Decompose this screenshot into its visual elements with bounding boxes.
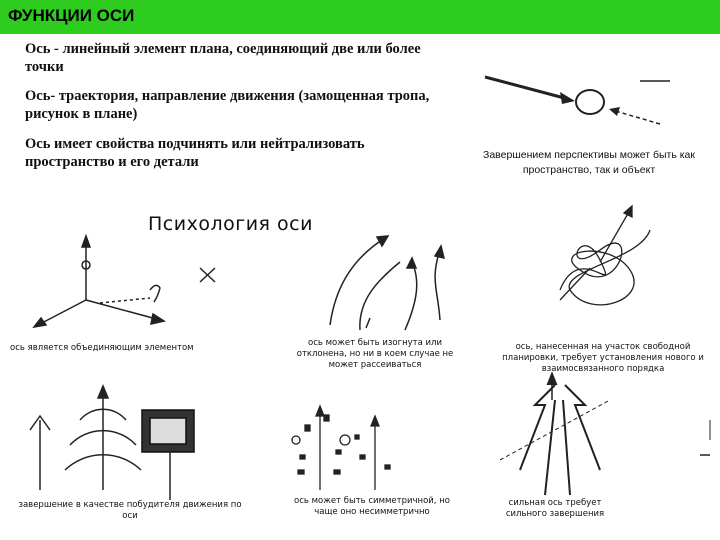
caption-free-plot: ось, нанесенная на участок свободной планировки, требует установления нового и взаимосвязанного порядка: [502, 342, 704, 374]
paragraph-trajectory: Ось- траектория, направление движения (замощенная тропа, рисунок в плане): [25, 88, 430, 122]
free-plot-sketch: [560, 206, 650, 305]
unifying-sketch: [34, 236, 215, 327]
symmetric-sketch: [292, 406, 390, 490]
caption-motivator: завершение в качестве побудителя движения по оси: [18, 500, 242, 521]
psychology-title: Психология оси: [148, 213, 313, 235]
motivator-sketch: [30, 386, 194, 500]
header-bar: [0, 0, 720, 34]
caption-bent: ось может быть изогнута или отклонена, но ни в коем случае не может рассеиваться: [296, 338, 454, 370]
caption-symmetric: ось может быть симметричной, но чаще оно несимметрично: [294, 496, 450, 517]
page-title: ФУНКЦИИ ОСИ: [8, 6, 135, 25]
paragraph-properties: Ось имеет свойства подчинять или нейтрализовать пространство и его детали: [25, 136, 365, 170]
paragraph-definition: Ось - линейный элемент плана, соединяющий две или более точки: [25, 41, 421, 75]
perspective-caption: Завершением перспективы может быть как пространство, так и объект: [483, 149, 695, 176]
strong-axis-sketch: [500, 374, 710, 495]
caption-unifying: ось является объединяющим элементом: [10, 343, 194, 353]
bent-axis-sketch: [330, 236, 444, 330]
caption-strong: сильная ось требует сильного завершения: [505, 498, 605, 519]
